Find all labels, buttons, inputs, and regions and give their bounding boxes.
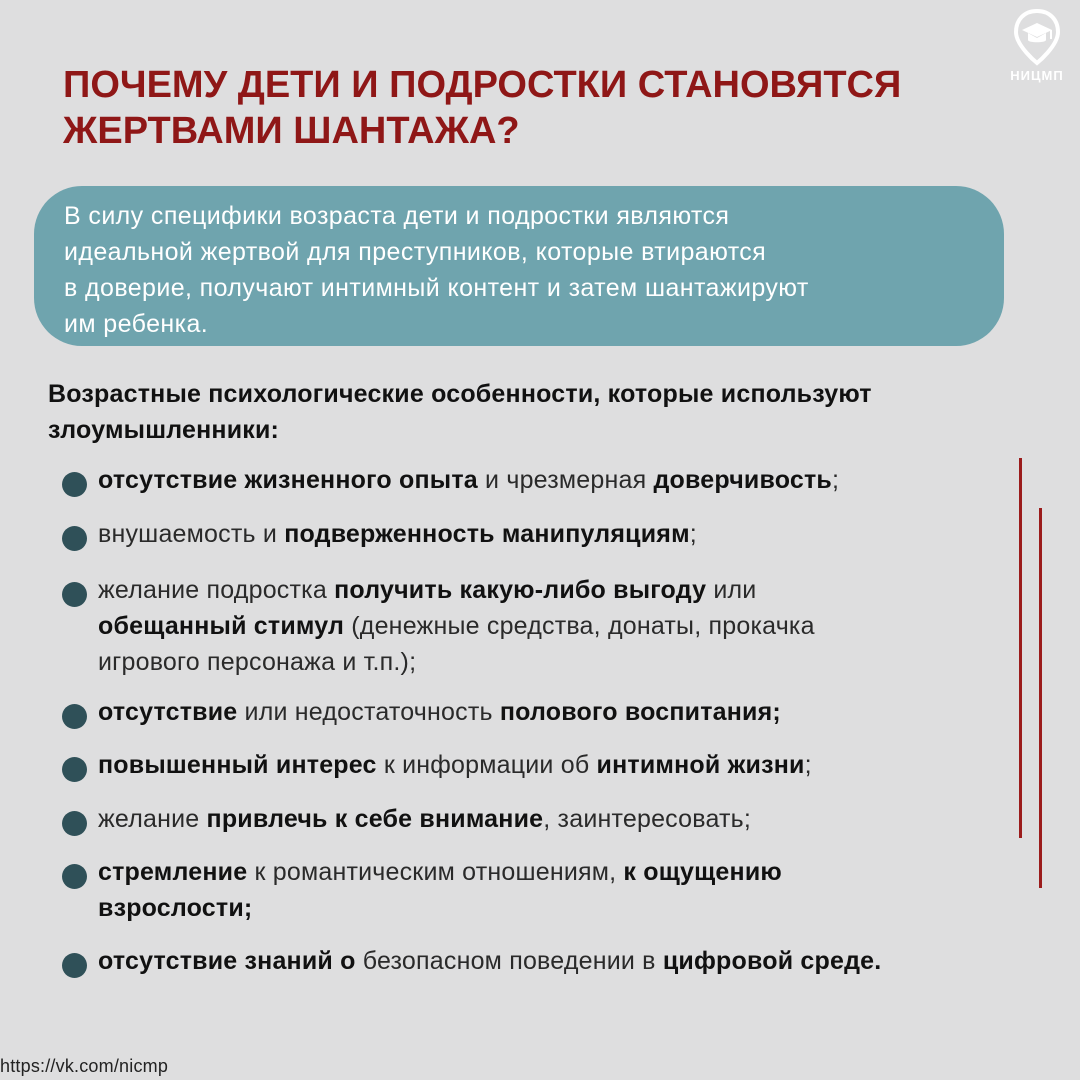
bold-text: отсутствие — [98, 698, 238, 726]
bold-text: повышенный интерес — [98, 751, 377, 779]
plain-text: и чрезмерная — [477, 466, 654, 494]
item-line — [60, 890, 1005, 926]
list-item — [60, 572, 1005, 680]
heading-line-2: злоумышленники: — [48, 416, 280, 444]
bold-text: взрослости; — [98, 894, 253, 922]
bullet-icon — [62, 582, 87, 607]
bold-text: к ощущению — [623, 858, 782, 886]
plain-text: внушаемость и — [98, 520, 285, 548]
plain-text: или недостаточность — [237, 698, 500, 726]
accent-line-left — [1019, 458, 1022, 838]
plain-text: или — [706, 576, 757, 604]
bold-text: стремление — [98, 858, 248, 886]
title-line-2: ЖЕРТВАМИ ШАНТАЖА? — [63, 110, 520, 152]
intro-line: В силу специфики возраста дети и подростки являются — [64, 202, 730, 230]
accent-line-right — [1039, 508, 1042, 888]
plain-text: ; — [832, 466, 840, 494]
bold-text: доверчивость — [653, 466, 832, 494]
item-line — [60, 943, 1005, 979]
intro-line: идеальной жертвой для преступников, которые втираются — [64, 238, 767, 266]
bold-text: интимной жизни — [596, 751, 805, 779]
plain-text: безопасном поведении в — [355, 947, 663, 975]
bullet-icon — [62, 757, 87, 782]
list-item — [60, 462, 1005, 498]
list-item — [60, 516, 1005, 552]
section-heading — [48, 376, 1008, 448]
list-item — [60, 694, 1005, 730]
intro-box — [34, 186, 1004, 346]
plain-text: ; — [804, 751, 812, 779]
item-line — [60, 462, 1005, 498]
logo-label: НИЦМП — [1010, 68, 1064, 83]
bold-text: получить какую-либо выгоду — [334, 576, 707, 604]
list-item — [60, 943, 1005, 979]
plain-text: к романтическим отношениям, — [247, 858, 624, 886]
item-line — [60, 694, 1005, 730]
list-item — [60, 801, 1005, 837]
bold-text: полового воспитания; — [499, 698, 781, 726]
bold-text: отсутствие жизненного опыта — [98, 466, 478, 494]
title-line-1: ПОЧЕМУ ДЕТИ И ПОДРОСТКИ СТАНОВЯТСЯ — [63, 64, 902, 106]
plain-text: , заинтересовать; — [543, 805, 752, 833]
bold-text: обещанный стимул — [98, 612, 345, 640]
item-line — [60, 854, 1005, 890]
item-line — [60, 801, 1005, 837]
plain-text: (денежные средства, донаты, прокачка — [344, 612, 815, 640]
source-link[interactable]: https://vk.com/nicmp — [0, 1056, 169, 1076]
plain-text: к информации об — [376, 751, 597, 779]
bullet-icon — [62, 472, 87, 497]
heading-line-1: Возрастные психологические особенности, которые используют — [48, 380, 872, 408]
list-item — [60, 747, 1005, 783]
item-line — [60, 644, 1005, 680]
plain-text: игрового персонажа и т.п.); — [98, 648, 417, 676]
plain-text: желание — [98, 805, 207, 833]
item-line — [60, 747, 1005, 783]
plain-text: желание подростка — [98, 576, 335, 604]
bold-text: отсутствие знаний о — [98, 947, 356, 975]
item-line — [60, 516, 1005, 552]
bullet-icon — [62, 864, 87, 889]
bullet-icon — [62, 704, 87, 729]
bold-text: подверженность манипуляциям — [284, 520, 690, 548]
graduation-cap-pin-icon — [1012, 8, 1062, 66]
bold-text: цифровой среде. — [662, 947, 882, 975]
list-item — [60, 854, 1005, 926]
intro-line: в доверие, получают интимный контент и затем шантажируют — [64, 274, 809, 302]
bullet-icon — [62, 526, 87, 551]
bold-text: привлечь к себе внимание — [206, 805, 544, 833]
item-line — [60, 608, 1005, 644]
plain-text: ; — [689, 520, 697, 548]
item-line — [60, 572, 1005, 608]
nicmp-logo — [1002, 8, 1072, 88]
intro-line: им ребенка. — [64, 310, 209, 338]
bullet-icon — [62, 811, 87, 836]
page-title — [63, 62, 963, 154]
bullet-icon — [62, 953, 87, 978]
